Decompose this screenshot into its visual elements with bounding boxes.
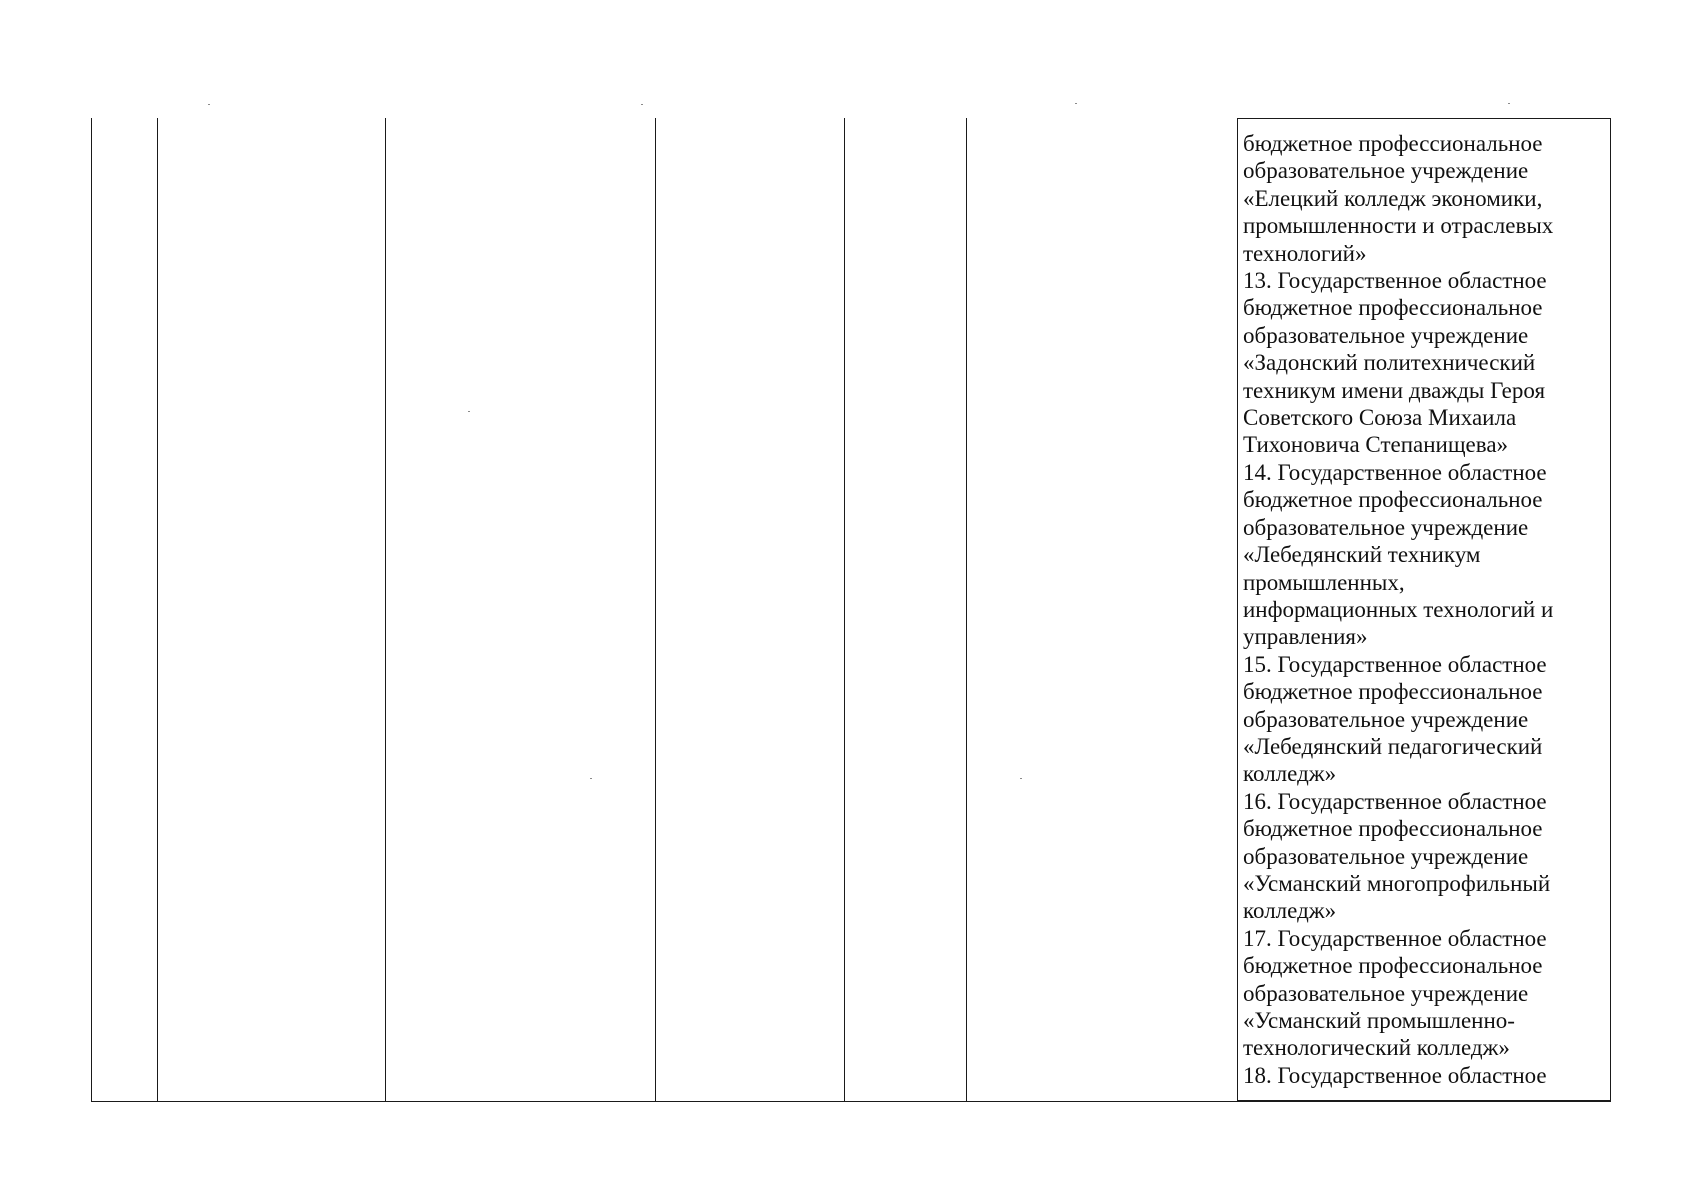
- table-column-border-3: [385, 118, 386, 1102]
- institutions-list-text: бюджетное профессиональное образовательное учреждение «Елецкий колледж экономики, промышленности и отраслевых технологий» 13. Государственное областное бюджетное профессиональное образовательное учреждение «Задонский политехнический техникум имени дважды Героя Советского Союза Михаила Тихоновича Степанищева» 14. Государственное областное бюджетное профессиональное образовательное учреждение «Лебедянский техникум промышленных, информационных технологий и управления» 15. Государственное областное бюджетное профессиональное образовательное учреждение «Лебедянский педагогический колледж» 16. Государственное областное бюджетное профессиональное образовательное учреждение «Усманский многопрофильный колледж» 17. Государственное областное бюджетное профессиональное образовательное учреждение «Усманский промышленно- технологический колледж» 18. Государственное областное: [1243, 131, 1554, 1088]
- scan-speck: [590, 778, 592, 779]
- table-bottom-border: [91, 1101, 1611, 1102]
- table-column-border-1: [91, 118, 92, 1102]
- scan-speck: [468, 411, 470, 412]
- scan-speck: [641, 104, 643, 105]
- scan-speck: [1020, 778, 1022, 779]
- scan-speck: [1075, 103, 1077, 104]
- table-column-border-6: [966, 118, 967, 1102]
- table-column-border-2: [157, 118, 158, 1102]
- table-column-border-4: [655, 118, 656, 1102]
- scan-speck: [208, 104, 210, 105]
- table-column-border-5: [844, 118, 845, 1102]
- scan-speck: [1508, 103, 1510, 104]
